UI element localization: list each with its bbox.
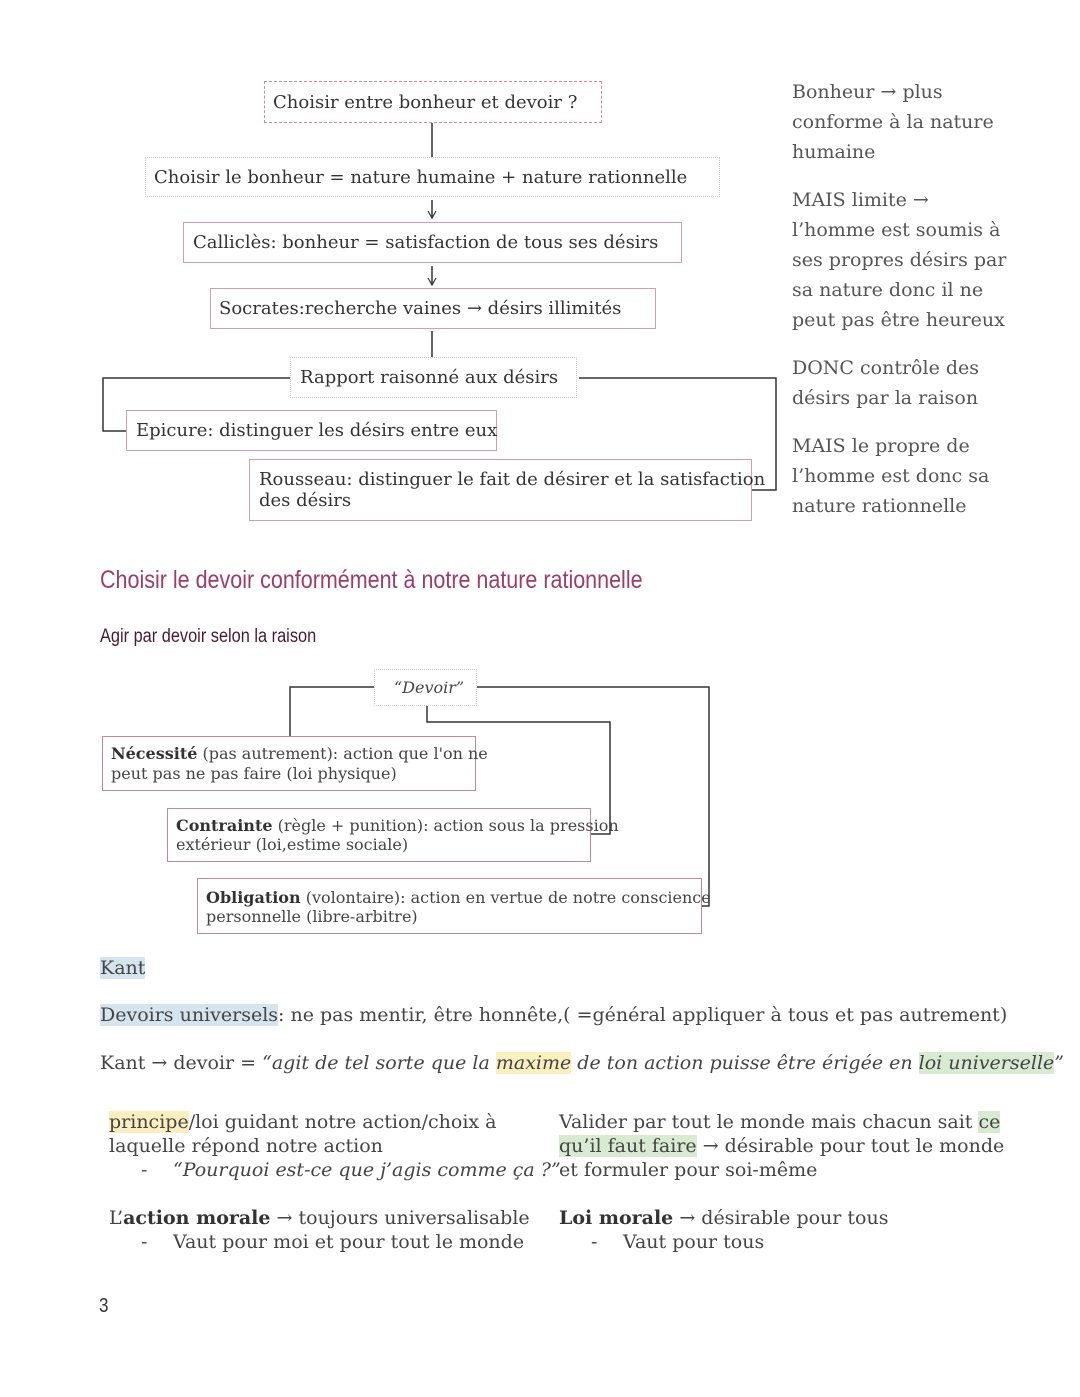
right-line-4: [559, 1206, 1029, 1230]
side-note-2-line: sa nature donc il ne: [792, 279, 984, 301]
side-note-4: [792, 431, 1022, 521]
kant-label-line: [100, 957, 145, 979]
left-bullet-2: - Vaut pour moi et pour tout le monde: [109, 1230, 549, 1254]
side-note-3: [792, 353, 1022, 413]
kant-def-quote-end: ”: [1054, 1052, 1064, 1074]
kant-definition-line: [100, 1052, 1064, 1074]
contrainte-box: [167, 808, 619, 862]
kant-def-quote-2: de ton action puisse être érigée en: [571, 1052, 919, 1074]
left-column: [109, 1110, 561, 1254]
side-note-2-line: MAIS limite →: [792, 189, 929, 211]
right-line-1-hl: ce: [978, 1111, 1001, 1133]
devoir-text: “Devoir”: [394, 678, 465, 697]
right-bullet-1: - Vaut pour tous: [559, 1230, 1029, 1254]
right-line-4-c: → désirable pour tous: [673, 1207, 889, 1229]
side-note-3-line: désirs par la raison: [792, 387, 979, 409]
necessite-desc-2: peut pas ne pas faire (loi physique): [111, 764, 397, 783]
page-number: 3: [99, 1295, 109, 1317]
rousseau-text-1: Rousseau: distinguer le fait de désirer et la satisfaction: [259, 469, 766, 490]
side-note-1-line: humaine: [792, 141, 876, 163]
principe-term: principe: [109, 1111, 189, 1133]
socrates-text: Socrates:recherche vaines → désirs illimités: [219, 298, 622, 319]
kant-def-maxime: maxime: [495, 1052, 572, 1074]
socrates-box: [210, 288, 656, 329]
kant-def-quote-1: “agit de tel sorte que la: [262, 1052, 496, 1074]
side-note-2-line: l’homme est soumis à: [792, 219, 1001, 241]
side-note-2-line: ses propres désirs par: [792, 249, 1007, 271]
callicles-text: Calliclès: bonheur = satisfaction de tous ses désirs: [193, 232, 659, 253]
section-subtitle: Agir par devoir selon la raison: [100, 626, 317, 647]
obligation-box: [197, 878, 711, 934]
necessite-line-1: [111, 744, 488, 764]
contrainte-desc-1: (règle + punition): action sous la pression: [272, 816, 619, 835]
side-note-1-line: Bonheur → plus: [792, 81, 943, 103]
left-line-4-a: L’: [109, 1207, 124, 1229]
section-title: Choisir le devoir conformément à notre nature rationnelle: [100, 566, 643, 594]
left-line-1-rest: /loi guidant notre action/choix à: [188, 1111, 497, 1133]
right-line-2-rest: → désirable pour tout le monde: [696, 1135, 1005, 1157]
bonheur-text: Choisir le bonheur = nature humaine + nature rationnelle: [154, 167, 688, 188]
rapport-text: Rapport raisonné aux désirs: [300, 367, 559, 388]
kant-def-prefix: Kant → devoir =: [100, 1052, 263, 1074]
side-note-4-line: l’homme est donc sa: [792, 465, 990, 487]
necessite-desc-1: (pas autrement): action que l'on ne: [197, 744, 488, 763]
connector-devoir-necessite: [290, 687, 374, 736]
left-bullet-1: - “Pourquoi est-ce que j’agis comme ça ?”: [109, 1158, 549, 1182]
side-notes: [792, 77, 1022, 539]
universal-duties-line: [100, 1004, 1007, 1026]
rousseau-text-2: des désirs: [259, 490, 352, 511]
left-line-4: [109, 1206, 549, 1230]
kant-label: Kant: [100, 957, 146, 979]
callicles-box: [183, 222, 682, 263]
right-line-1-a: Valider par tout le monde mais chacun sait: [559, 1111, 979, 1133]
side-note-2: [792, 185, 1022, 335]
right-line-2: [559, 1134, 1029, 1158]
obligation-desc-2: personnelle (libre-arbitre): [206, 907, 418, 926]
right-column: [559, 1110, 1029, 1254]
left-line-2: laquelle répond notre action: [109, 1135, 383, 1157]
obligation-desc-1: (volontaire): action en vertue de notre conscience: [300, 888, 711, 907]
question-box: [264, 81, 602, 123]
side-note-3-line: DONC contrôle des: [792, 357, 980, 379]
action-morale-term: action morale: [123, 1207, 271, 1229]
necessite-box: [102, 736, 488, 791]
devoir-box: [374, 669, 477, 706]
side-note-4-line: MAIS le propre de: [792, 435, 970, 457]
bonheur-box: [145, 157, 720, 197]
side-note-4-line: nature rationnelle: [792, 495, 967, 517]
left-line-1: [109, 1110, 549, 1134]
universal-duties-desc: : ne pas mentir, être honnête,( =général appliquer à tous et pas autrement): [278, 1004, 1008, 1026]
side-note-1: [792, 77, 1022, 167]
question-text: Choisir entre bonheur et devoir ?: [273, 92, 578, 113]
right-line-3: et formuler pour soi-même: [559, 1159, 818, 1181]
obligation-line-1: [206, 888, 711, 908]
contrainte-line-1: [176, 816, 619, 836]
necessite-term: Nécessité: [111, 744, 198, 763]
kant-def-loi: loi universelle: [918, 1052, 1055, 1074]
side-note-1-line: conforme à la nature: [792, 111, 994, 133]
side-note-2-line: peut pas être heureux: [792, 309, 1005, 331]
contrainte-term: Contrainte: [176, 816, 273, 835]
epicure-box: [126, 410, 497, 451]
right-line-2-hl: qu’il faut faire: [559, 1135, 697, 1157]
universal-duties-term: Devoirs universels: [100, 1004, 279, 1026]
rapport-box: [290, 357, 577, 398]
rousseau-box: [249, 459, 766, 521]
epicure-text: Epicure: distinguer les désirs entre eux: [136, 420, 498, 441]
connector-devoir-obligation: [477, 687, 709, 906]
contrainte-desc-2: extérieur (loi,estime sociale): [176, 835, 409, 854]
loi-morale-term: Loi morale: [559, 1207, 674, 1229]
right-line-1: [559, 1110, 1029, 1134]
left-line-4-c: → toujours universalisable: [270, 1207, 530, 1229]
obligation-term: Obligation: [206, 888, 301, 907]
